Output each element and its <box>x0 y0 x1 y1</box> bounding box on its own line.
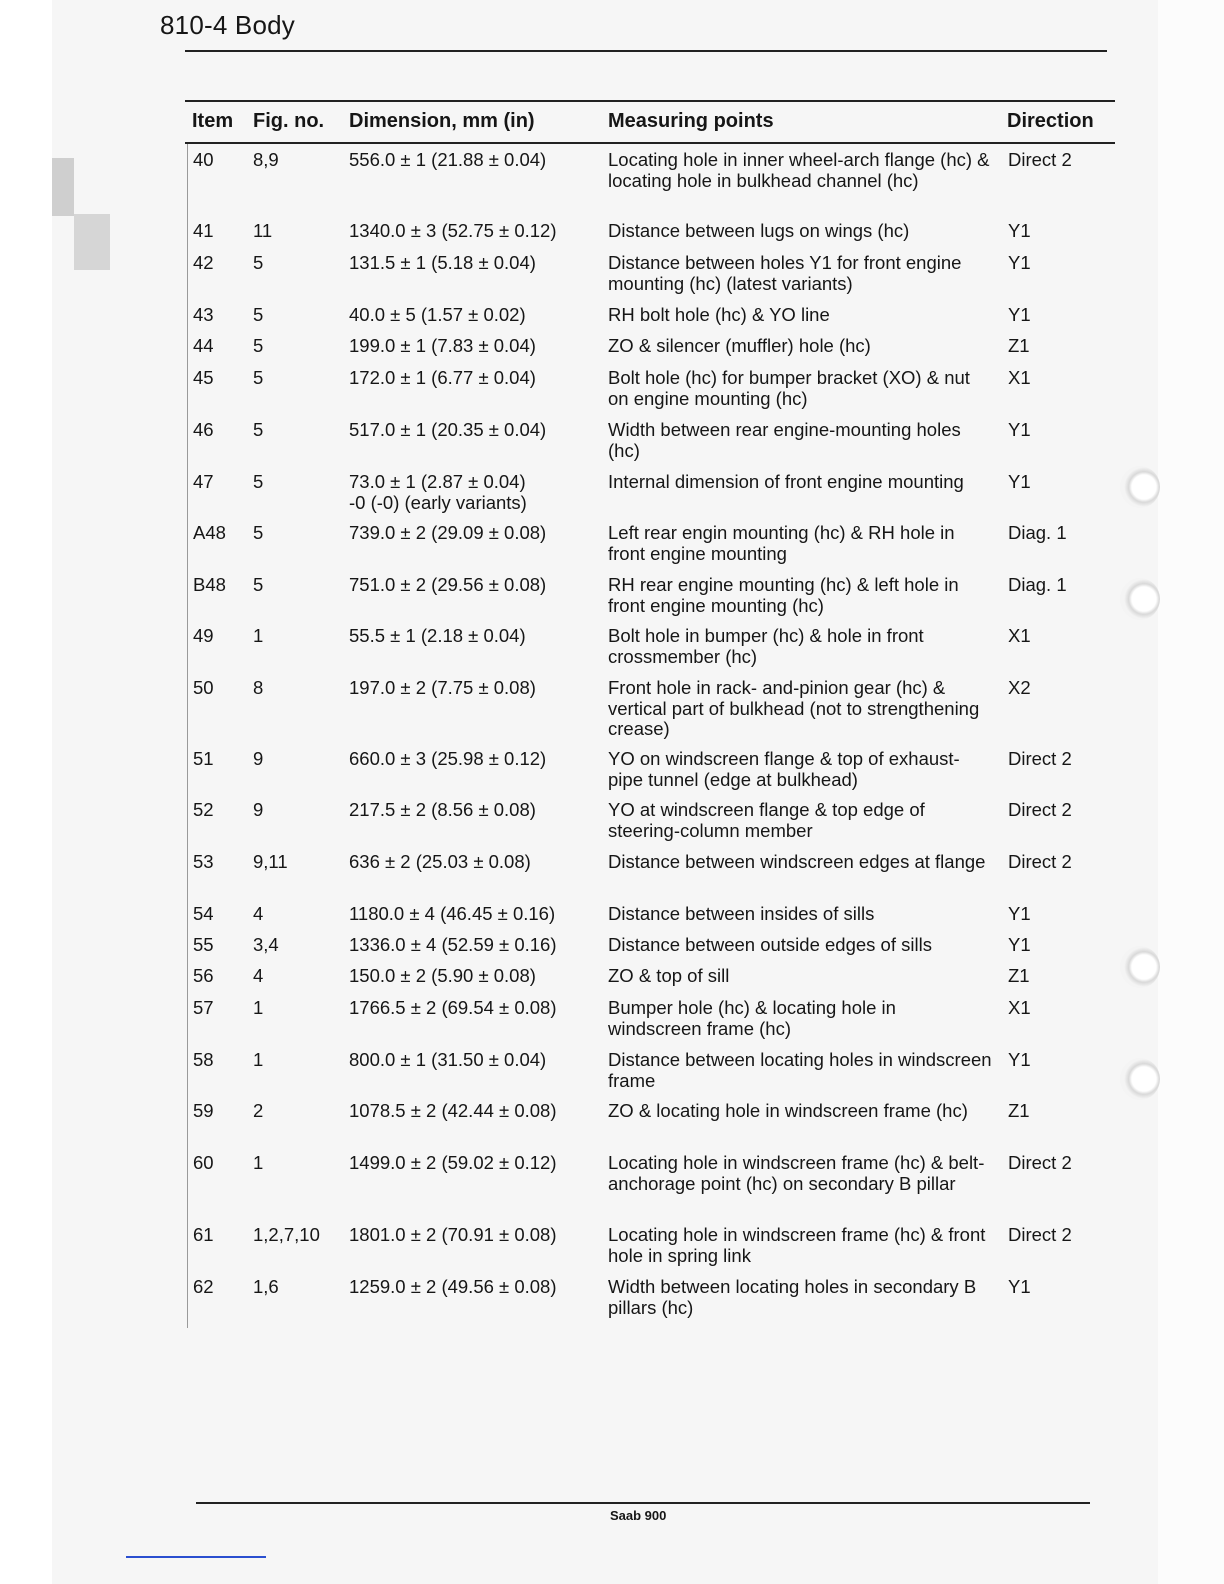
cell-dimension: 217.5 ± 2 (8.56 ± 0.08) <box>349 799 536 820</box>
cell-measuring-points: Distance between holes Y1 for front engine mounting (hc) (latest variants) <box>608 252 962 294</box>
cell-direction: Y1 <box>1008 1049 1031 1070</box>
cell-direction: Y1 <box>1008 471 1031 492</box>
cell-item: A48 <box>193 522 226 543</box>
binder-hole <box>1120 466 1160 508</box>
cell-direction: Y1 <box>1008 419 1031 440</box>
cell-fig-no: 5 <box>253 252 264 273</box>
cell-fig-no: 4 <box>253 965 264 986</box>
cell-fig-no: 1,6 <box>253 1276 279 1297</box>
section-tab-marker <box>74 214 110 270</box>
cell-dimension: 1801.0 ± 2 (70.91 ± 0.08) <box>349 1224 557 1245</box>
cell-dimension: 199.0 ± 1 (7.83 ± 0.04) <box>349 335 536 356</box>
cell-dimension: 660.0 ± 3 (25.98 ± 0.12) <box>349 748 547 769</box>
cell-fig-no: 11 <box>253 220 273 241</box>
cell-dimension: 1180.0 ± 4 (46.45 ± 0.16) <box>349 903 556 924</box>
cell-measuring-points: Distance between lugs on wings (hc) <box>608 220 910 241</box>
column-rule <box>187 144 188 1328</box>
cell-fig-no: 3,4 <box>253 934 279 955</box>
page-margin <box>1158 0 1224 1584</box>
header-rule <box>185 50 1107 52</box>
cell-measuring-points: YO on windscreen flange & top of exhaust-pipe tunnel (edge at bulkhead) <box>608 748 960 790</box>
cell-item: 41 <box>193 220 214 241</box>
cell-direction: Y1 <box>1008 903 1031 924</box>
cell-dimension: 197.0 ± 2 (7.75 ± 0.08) <box>349 677 536 698</box>
cell-dimension: 55.5 ± 1 (2.18 ± 0.04) <box>349 625 526 646</box>
column-header-direction: Direction <box>1007 110 1094 132</box>
cell-fig-no: 9 <box>253 748 264 769</box>
cell-fig-no: 5 <box>253 522 264 543</box>
cell-fig-no: 1 <box>253 625 264 646</box>
cell-measuring-points: Width between rear engine-mounting holes (hc) <box>608 419 961 461</box>
cell-fig-no: 8,9 <box>253 149 279 170</box>
cell-item: 43 <box>193 304 214 325</box>
table-top-rule <box>185 100 1115 102</box>
cell-measuring-points: RH rear engine mounting (hc) & left hole in front engine mounting (hc) <box>608 574 959 616</box>
cell-dimension: 1336.0 ± 4 (52.59 ± 0.16) <box>349 934 557 955</box>
cell-fig-no: 1 <box>253 1049 264 1070</box>
cell-direction: Diag. 1 <box>1008 574 1067 595</box>
cell-direction: Direct 2 <box>1008 748 1072 769</box>
cell-direction: Direct 2 <box>1008 1152 1072 1173</box>
cell-item: 53 <box>193 851 214 872</box>
column-header-dimension: Dimension, mm (in) <box>349 110 535 132</box>
cell-measuring-points: Left rear engin mounting (hc) & RH hole in front engine mounting <box>608 522 955 564</box>
cell-measuring-points: Locating hole in windscreen frame (hc) & front hole in spring link <box>608 1224 986 1266</box>
column-header-fig: Fig. no. <box>253 110 325 132</box>
cell-fig-no: 9 <box>253 799 264 820</box>
cell-direction: X1 <box>1008 625 1031 646</box>
cell-direction: Direct 2 <box>1008 1224 1072 1245</box>
cell-fig-no: 4 <box>253 903 264 924</box>
cell-measuring-points: YO at windscreen flange & top edge of steering-column member <box>608 799 925 841</box>
cell-dimension: 800.0 ± 1 (31.50 ± 0.04) <box>349 1049 547 1070</box>
cell-dimension: 739.0 ± 2 (29.09 ± 0.08) <box>349 522 547 543</box>
cell-item: 50 <box>193 677 214 698</box>
cell-direction: X2 <box>1008 677 1031 698</box>
cell-item: 54 <box>193 903 214 924</box>
cell-dimension: 1499.0 ± 2 (59.02 ± 0.12) <box>349 1152 557 1173</box>
cell-measuring-points: Distance between windscreen edges at flange <box>608 851 986 872</box>
cell-fig-no: 2 <box>253 1100 264 1121</box>
cell-direction: Z1 <box>1008 335 1030 356</box>
cell-fig-no: 5 <box>253 574 264 595</box>
cell-fig-no: 1 <box>253 997 264 1018</box>
cell-measuring-points: ZO & locating hole in windscreen frame (hc) <box>608 1100 968 1121</box>
cell-item: 55 <box>193 934 214 955</box>
cell-measuring-points: Front hole in rack- and-pinion gear (hc) & vertical part of bulkhead (not to strengthening crease) <box>608 677 980 739</box>
cell-dimension: 1766.5 ± 2 (69.54 ± 0.08) <box>349 997 557 1018</box>
cell-item: 49 <box>193 625 214 646</box>
cell-item: B48 <box>193 574 226 595</box>
cell-measuring-points: Locating hole in inner wheel-arch flange (hc) & locating hole in bulkhead channel (hc) <box>608 149 990 191</box>
cell-measuring-points: Distance between insides of sills <box>608 903 875 924</box>
cell-direction: X1 <box>1008 367 1031 388</box>
cell-direction: Z1 <box>1008 965 1030 986</box>
binder-hole <box>1120 578 1160 620</box>
cell-dimension: 40.0 ± 5 (1.57 ± 0.02) <box>349 304 526 325</box>
cell-dimension: 131.5 ± 1 (5.18 ± 0.04) <box>349 252 536 273</box>
cell-item: 40 <box>193 149 214 170</box>
cell-fig-no: 5 <box>253 471 264 492</box>
cell-dimension: 1078.5 ± 2 (42.44 ± 0.08) <box>349 1100 557 1121</box>
footer-text: Saab 900 <box>610 1508 667 1523</box>
cell-dimension: 1340.0 ± 3 (52.75 ± 0.12) <box>349 220 557 241</box>
cell-measuring-points: Bolt hole in bumper (hc) & hole in front crossmember (hc) <box>608 625 924 667</box>
cell-direction: Diag. 1 <box>1008 522 1067 543</box>
section-tab-marker <box>52 158 74 216</box>
cell-dimension: 1259.0 ± 2 (49.56 ± 0.08) <box>349 1276 557 1297</box>
cell-dimension: 517.0 ± 1 (20.35 ± 0.04) <box>349 419 547 440</box>
cell-item: 58 <box>193 1049 214 1070</box>
cell-item: 62 <box>193 1276 214 1297</box>
cell-item: 42 <box>193 252 214 273</box>
cell-direction: X1 <box>1008 997 1031 1018</box>
cell-direction: Y1 <box>1008 252 1031 273</box>
column-header-measuring-points: Measuring points <box>608 110 774 132</box>
cell-direction: Y1 <box>1008 304 1031 325</box>
cell-item: 47 <box>193 471 214 492</box>
cell-measuring-points: Bolt hole (hc) for bumper bracket (XO) & nut on engine mounting (hc) <box>608 367 970 409</box>
cell-direction: Y1 <box>1008 220 1031 241</box>
cell-fig-no: 1,2,7,10 <box>253 1224 320 1245</box>
cell-dimension: 150.0 ± 2 (5.90 ± 0.08) <box>349 965 536 986</box>
cell-measuring-points: ZO & silencer (muffler) hole (hc) <box>608 335 871 356</box>
cell-measuring-points: ZO & top of sill <box>608 965 730 986</box>
cell-direction: Z1 <box>1008 1100 1030 1121</box>
cell-direction: Direct 2 <box>1008 799 1072 820</box>
blue-mark <box>126 1556 266 1558</box>
cell-measuring-points: Width between locating holes in secondary B pillars (hc) <box>608 1276 977 1318</box>
cell-fig-no: 5 <box>253 419 264 440</box>
cell-dimension: 556.0 ± 1 (21.88 ± 0.04) <box>349 149 547 170</box>
table-header <box>0 110 1224 140</box>
cell-dimension: 73.0 ± 1 (2.87 ± 0.04) -0 (-0) (early variants) <box>349 471 527 513</box>
cell-measuring-points: Locating hole in windscreen frame (hc) & belt-anchorage point (hc) on secondary B pillar <box>608 1152 985 1194</box>
cell-item: 52 <box>193 799 214 820</box>
cell-item: 60 <box>193 1152 214 1173</box>
cell-direction: Y1 <box>1008 934 1031 955</box>
binder-hole <box>1120 1058 1160 1100</box>
cell-item: 46 <box>193 419 214 440</box>
cell-fig-no: 5 <box>253 304 264 325</box>
cell-direction: Direct 2 <box>1008 149 1072 170</box>
cell-item: 51 <box>193 748 214 769</box>
running-head: 810-4 Body <box>160 10 295 40</box>
cell-item: 61 <box>193 1224 214 1245</box>
cell-dimension: 172.0 ± 1 (6.77 ± 0.04) <box>349 367 536 388</box>
cell-item: 57 <box>193 997 214 1018</box>
cell-item: 44 <box>193 335 214 356</box>
cell-fig-no: 5 <box>253 335 264 356</box>
cell-measuring-points: Distance between locating holes in windscreen frame <box>608 1049 992 1091</box>
cell-fig-no: 1 <box>253 1152 264 1173</box>
binder-hole <box>1120 946 1160 988</box>
cell-fig-no: 5 <box>253 367 264 388</box>
cell-measuring-points: RH bolt hole (hc) & YO line <box>608 304 830 325</box>
cell-fig-no: 8 <box>253 677 264 698</box>
cell-dimension: 636 ± 2 (25.03 ± 0.08) <box>349 851 531 872</box>
cell-item: 56 <box>193 965 214 986</box>
cell-direction: Y1 <box>1008 1276 1031 1297</box>
cell-direction: Direct 2 <box>1008 851 1072 872</box>
cell-measuring-points: Bumper hole (hc) & locating hole in windscreen frame (hc) <box>608 997 896 1039</box>
cell-measuring-points: Internal dimension of front engine mounting <box>608 471 964 492</box>
cell-fig-no: 9,11 <box>253 851 288 872</box>
cell-measuring-points: Distance between outside edges of sills <box>608 934 932 955</box>
cell-dimension: 751.0 ± 2 (29.56 ± 0.08) <box>349 574 547 595</box>
cell-item: 45 <box>193 367 214 388</box>
cell-item: 59 <box>193 1100 214 1121</box>
table-header-rule <box>185 142 1115 144</box>
column-header-item: Item <box>192 110 234 132</box>
footer-rule <box>196 1502 1090 1504</box>
